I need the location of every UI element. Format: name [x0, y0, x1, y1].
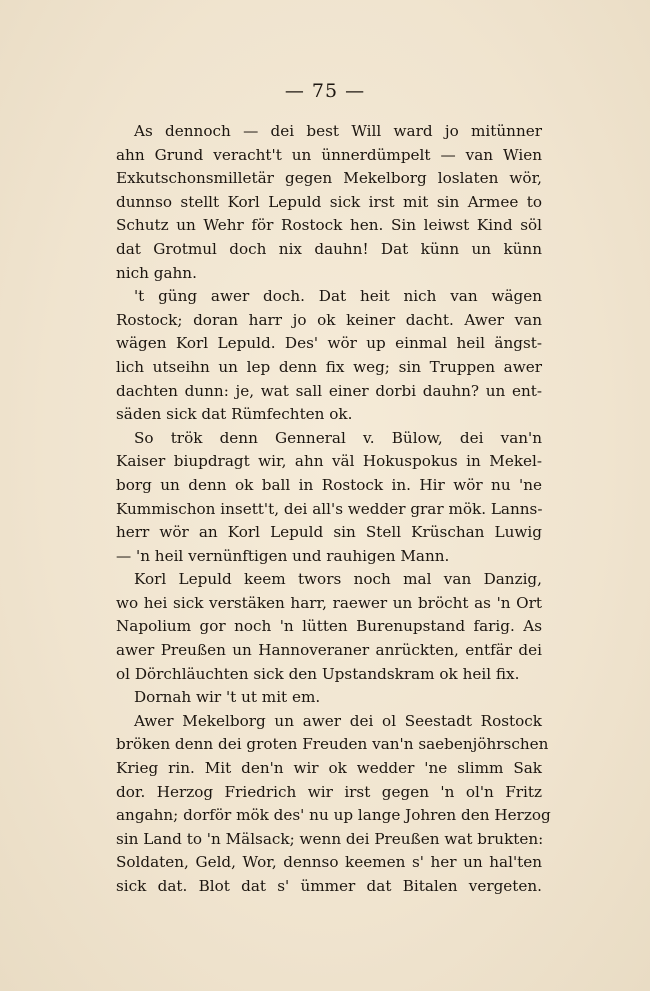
text-line: Rostock; doran harr jo ok keiner dacht. Awer van [116, 310, 542, 329]
text-line: So trök denn Genneral v. Bülow, dei van'n [134, 428, 542, 447]
text-line: Krieg rin. Mit den'n wir ok wedder 'ne slimm Sak [116, 759, 542, 778]
text-line: ol Dörchläuchten sick den Upstandskram ok heil fix. [116, 664, 520, 683]
text-line: As dennoch — dei best Will ward jo mitünner [134, 122, 542, 140]
text-line: dor. Herzog Friedrich wir irst gegen 'n ol'n Fritz [116, 782, 542, 801]
page-number: — 75 — [284, 80, 366, 102]
text-line: dat Grotmul doch nix dauhn! Dat künn un künn [116, 239, 542, 258]
text-line: nich gahn. [116, 263, 197, 282]
text-line: Kummischon insett't, dei all's wedder grar mök. Lanns- [116, 499, 543, 518]
text-line: angahn; dorför mök des' nu up lange Johren den Herzog [116, 806, 551, 825]
text-line: sick dat. Blot dat s' ümmer dat Bitalen vergeten. [116, 877, 542, 895]
text-line: ahn Grund veracht't un ünnerdümpelt — van Wien [116, 145, 542, 164]
text-line: Awer Mekelborg un awer dei ol Seestadt Rostock [134, 711, 542, 730]
text-line: herr wör an Korl Lepuld sin Stell Krüschan Luwig [116, 523, 542, 542]
text-line: dunnso stellt Korl Lepuld sick irst mit sin Armee to [116, 192, 542, 211]
body-text [116, 120, 551, 899]
text-line: Dornah wir 't ut mit em. [134, 688, 321, 707]
paragraph-3 [116, 427, 542, 569]
text-line: dachten dunn: je, wat sall einer dorbi dauhn? un ent- [116, 381, 542, 400]
paragraph-5 [116, 686, 542, 710]
paragraph-2 [116, 285, 542, 427]
text-line: Soldaten, Geld, Wor, dennso keemen s' her un hal'ten [116, 853, 542, 872]
text-line: säden sick dat Rümfechten ok. [116, 405, 353, 424]
text-line: Korl Lepuld keem twors noch mal van Danzig, [134, 570, 542, 589]
paragraph-4 [116, 568, 542, 686]
text-line: Schutz un Wehr för Rostock hen. Sin leiwst Kind söl [116, 216, 542, 235]
text-line: — 'n heil vernünftigen und rauhigen Mann. [116, 546, 450, 565]
paragraph-6 [116, 710, 551, 899]
text-line: bröken denn dei groten Freuden van'n saebenjöhrschen [116, 735, 549, 754]
text-line: lich utseihn un lep denn fix weg; sin Truppen awer [116, 357, 542, 376]
paragraph-1 [116, 120, 542, 285]
text-line: 't güng awer doch. Dat heit nich van wägen [134, 287, 542, 306]
text-line: wo hei sick verstäken harr, raewer un bröcht as 'n Ort [116, 593, 542, 612]
text-line: wägen Korl Lepuld. Des' wör up einmal heil ängst- [116, 334, 542, 353]
text-line: Kaiser biupdragt wir, ahn väl Hokuspokus in Mekel- [116, 452, 542, 471]
text-line: borg un denn ok ball in Rostock in. Hir wör nu 'ne [116, 475, 542, 494]
text-line: Napolium gor noch 'n lütten Burenupstand farig. As [116, 617, 542, 636]
text-line: sin Land to 'n Mälsack; wenn dei Preußen wat brukten: [116, 829, 544, 848]
text-line: Exkutschonsmilletär gegen Mekelborg loslaten wör, [116, 169, 542, 188]
text-line: awer Preußen un Hannoveraner anrückten, entfär dei [116, 641, 542, 660]
